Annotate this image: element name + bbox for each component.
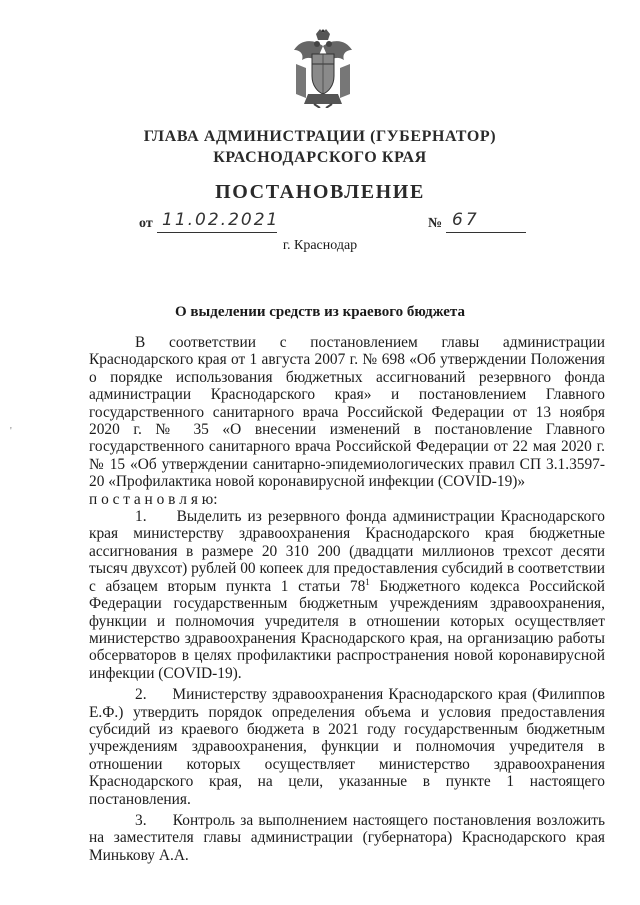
- document-body: [89, 334, 605, 864]
- number-label: №: [428, 216, 443, 231]
- clause-3: [89, 812, 605, 864]
- decree-word-paragraph: [89, 491, 605, 508]
- clause-2-text: 2. Министерству здравоохранения Краснодарского края (Филиппов Е.Ф.) утвердить порядок определения объема и условия предоставления субсидий из краевого бюджета в 2021 году государственным бюджетным учреждениям здравоохранения, функции и полномочия учредителя в отношении которых осуществляет министерство здравоохранения Краснодарского края, на цели, указанные в пункте 1 настоящего постановления.: [89, 686, 605, 808]
- clause-2: [89, 686, 605, 808]
- number-value: 67: [452, 210, 480, 230]
- clause-1-text-b: Бюджетного кодекса Российской Федерации государственным бюджетным учреждениям здравоохранения, функции и полномочия учредителя в отношении которых осуществляет министерство здравоохранения Краснодарского края, на организацию работы обсерваторов в целях профилактики распространения новой коронавирусной инфекции (COVID-19).: [89, 577, 606, 682]
- decree-word: п о с т а н о в л я ю:: [89, 490, 218, 508]
- issuer-title-line2: КРАСНОДАРСКОГО КРАЯ: [213, 149, 427, 166]
- date-label: от: [139, 216, 153, 231]
- clause-1: [89, 508, 605, 682]
- preamble-paragraph: [89, 334, 605, 491]
- clause-1-superscript: 1: [365, 576, 370, 587]
- date-underline: [157, 232, 277, 233]
- number-underline: [446, 232, 526, 233]
- clause-3-text: 3. Контроль за выполнением настоящего постановления возложить на заместителя главы администрации (губернатора) Краснодарского края Минькову А.А.: [89, 811, 605, 864]
- clause-1-text-a: 1. Выделить из резервного фонда администрации Краснодарского края министерству здравоохранения Краснодарского края бюджетные ассигнования в размере 20 310 200 (двадцати миллионов трехсот десяти тысяч двухсот) рублей 00 копеек для предоставления субсидий в соответствии с абзацем вторым пункта 1 статьи 78: [89, 508, 605, 595]
- margin-mark: ': [10, 426, 12, 437]
- preamble-text: В соответствии с постановлением главы администрации Краснодарского края от 1 августа 2007 г. № 698 «Об утверждении Положения о порядке использования бюджетных ассигнований резервного фонда администрации Краснодарского края» и постановлением Главного государственного санитарного врача Российской Федерации от 13 ноября 2020 г. № 35 «О внесении изменений в постановление Главного государственного санитарного врача Российской Федерации от 22 мая 2020 г. № 15 «Об утверждении санитарно-эпидемиологических правил СП 3.1.3597-20 «Профилактика новой коронавирусной инфекции (COVID-19)»: [89, 334, 605, 491]
- city-label: г. Краснодар: [282, 238, 358, 253]
- document-title: О выделении средств из краевого бюджета: [175, 304, 465, 320]
- date-value: 11.02.2021: [162, 210, 280, 230]
- coat-of-arms-emblem: [290, 28, 356, 108]
- issuer-title-line1: ГЛАВА АДМИНИСТРАЦИИ (ГУБЕРНАТОР): [143, 128, 497, 145]
- document-type-heading: ПОСТАНОВЛЕНИЕ: [215, 181, 425, 203]
